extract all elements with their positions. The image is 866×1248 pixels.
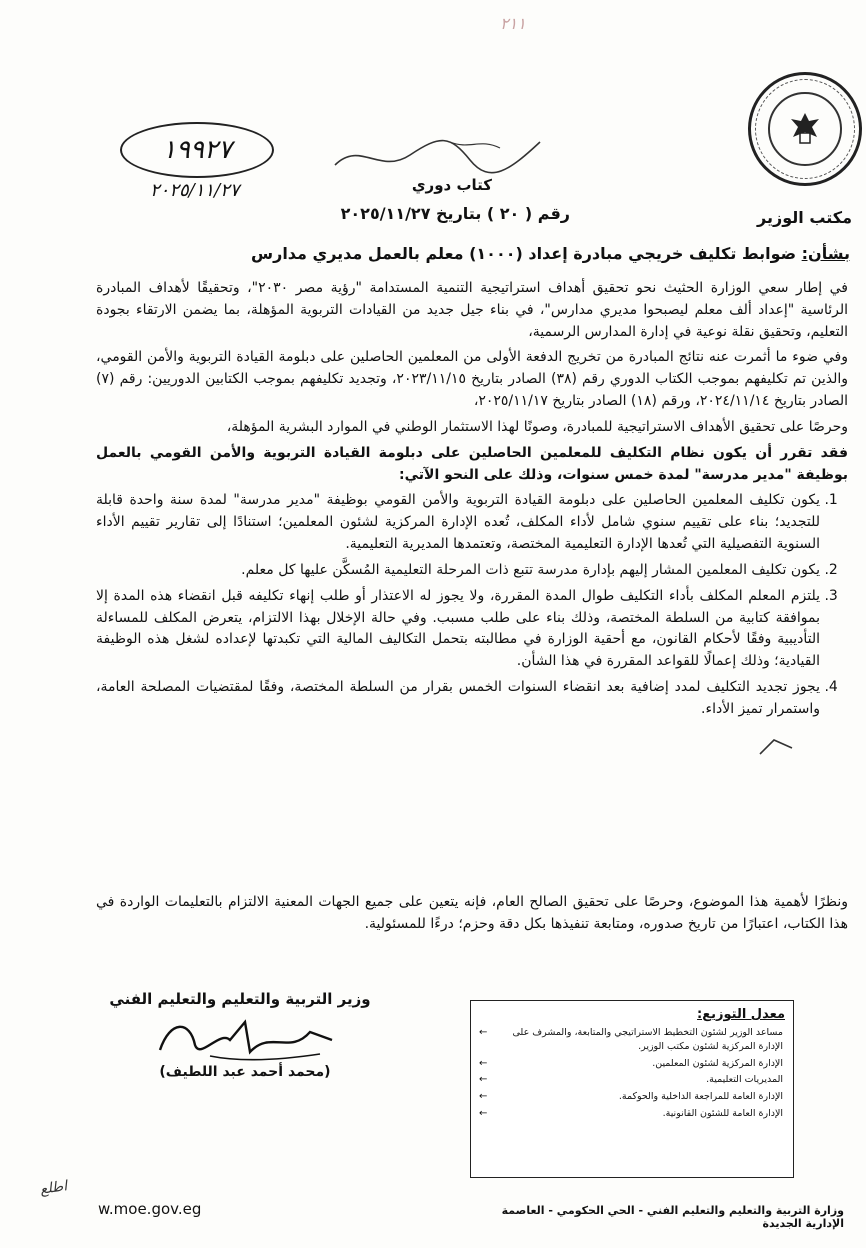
left-arrow-icon: ← bbox=[479, 1057, 488, 1069]
letter-body bbox=[96, 278, 848, 725]
provision-item: 2. يكون تكليف المعلمين المشار إليهم بإدارة مدرسة تتبع ذات المرحلة التعليمية المُسكَّن عليها كل معلم. bbox=[96, 560, 820, 582]
provision-item: 1. يكون تكليف المعلمين الحاصلين على دبلومة القيادة التربوية والأمن القومي بوظيفة "مدير مدرسة" لمدة سنة واحدة قابلة للتجديد؛ بناء على تقييم سنوي شامل لأداء المكلف، تُعده الإدارة المركزية لشئون المعلمين؛ استنادًا إلى تقارير تقييم الأداء السنوية التفصيلية التي تُعدها الإدارة التعليمية المختصة، وتعتمدها المديرية التعليمية. bbox=[96, 490, 820, 555]
body-paragraph-2: وفي ضوء ما أثمرت عنه نتائج المبادرة من تخريج الدفعة الأولى من المعلمين الحاصلين على دبلومة القيادة التربوية والأمن القومي، والذين تم تكليفهم بموجب الكتاب الدوري رقم (٣٨) الصادر بتاريخ ٢٠٢٣/١١/١٥، وتجديد تكليفهم بموجب الكتابين الدوريين: رقم (٧) الصادر بتاريخ ٢٠٢٤/١١/١٤، ورقم (١٨) الصادر بتاريخ ٢٠٢٥/١١/١٧، bbox=[96, 349, 848, 410]
handwritten-registration-number: ١٩٩٢٧ bbox=[120, 122, 274, 178]
subject-line bbox=[150, 244, 850, 263]
minister-name: (محمد أحمد عبد اللطيف) bbox=[159, 1064, 331, 1080]
distribution-list bbox=[479, 1026, 785, 1121]
provision-item: 4. يجوز تجديد التكليف لمدد إضافية بعد انقضاء السنوات الخمس بقرار من السلطة المختصة، وفقًا لمقتضيات المصلحة العامة، واستمرار تميز الأداء. bbox=[96, 677, 820, 721]
distribution-title: معدل التوزيع: bbox=[697, 1007, 785, 1022]
distribution-item: ← الإدارة المركزية لشئون المعلمين. bbox=[479, 1057, 785, 1071]
closing-text: ونظرًا لأهمية هذا الموضوع، وحرصًا على تحقيق الصالح العام، فإنه يتعين على جميع الجهات المعنية الالتزام بالتعليمات الواردة في هذا الكتاب، اعتبارًا من تاريخ صدوره، ومتابعة تنفيذها بكل دقة وحزم؛ درءًا للمسئولية. bbox=[96, 894, 848, 932]
decision-statement: فقد تقرر أن يكون نظام التكليف للمعلمين الحاصلين على دبلومة القيادة التربوية والأمن القومي بالعمل بوظيفة "مدير مدرسة" لمدة خمس سنوات، وذلك على النحو الآتي: bbox=[96, 444, 848, 483]
left-arrow-icon: ← bbox=[479, 1074, 488, 1086]
ministry-seal-logo bbox=[748, 72, 862, 186]
body-paragraph-3: وحرصًا على تحقيق الأهداف الاستراتيجية للمبادرة، وصونًا لهذا الاستثمار الوطني في الموارد البشرية المؤهلة، bbox=[226, 418, 848, 435]
distribution-item: ← مساعد الوزير لشئون التخطيط الاستراتيجي والمتابعة، والمشرف على الإدارة المركزية لشئون مكتب الوزير. bbox=[479, 1027, 783, 1052]
ministry-address: وزارة التربية والتعليم والتعليم الفني - الحي الحكومي - العاصمة الإدارية الجديدة bbox=[501, 1204, 844, 1230]
left-arrow-icon: ← bbox=[479, 1107, 488, 1119]
left-arrow-icon: ← bbox=[479, 1027, 488, 1038]
distribution-item: ← المديريات التعليمية. bbox=[479, 1073, 785, 1087]
handwritten-margin-note: اطلع bbox=[39, 1178, 69, 1198]
handwritten-margin-mark bbox=[758, 736, 794, 758]
handwritten-scribble-mark bbox=[330, 130, 550, 180]
minister-office-label: مكتب الوزير bbox=[757, 208, 852, 227]
body-paragraph-1: في إطار سعي الوزارة الحثيث نحو تحقيق أهداف استراتيجية التنمية المستدامة "رؤية مصر ٢٠٣٠"، وتحقيقًا لأهداف المبادرة الرئاسية "إعداد ألف معلم ليصبحوا مديري مدارس"، في بناء جيل جديد من القيادات التربوية المؤهلة، بما يضمن الارتقاء بجودة التعليم، وتحقيق نقلة نوعية في إدارة المدارس الرسمية، bbox=[96, 280, 848, 340]
seal-ring bbox=[755, 79, 855, 179]
distribution-item: ← الإدارة العامة للمراجعة الداخلية والحوكمة. bbox=[479, 1090, 785, 1104]
ministry-website: w.moe.gov.eg bbox=[98, 1200, 202, 1218]
left-arrow-icon: ← bbox=[479, 1091, 488, 1103]
minister-signature bbox=[150, 1010, 340, 1070]
top-handwritten-mark: ٢١١ bbox=[500, 14, 526, 33]
handwritten-registration-date: ٢٠٢٥/١١/٢٧ bbox=[150, 180, 240, 201]
distribution-item: ← الإدارة العامة للشئون القانونية. bbox=[479, 1107, 785, 1121]
subject-text: ضوابط تكليف خريجي مبادرة إعداد (١٠٠٠) معلم بالعمل مديري مدارس bbox=[251, 244, 797, 263]
subject-label: بشأن: bbox=[801, 244, 850, 263]
provision-item: 3. يلتزم المعلم المكلف بأداء التكليف طوال المدة المقررة، ولا يجوز له الاعتذار أو طلب إنهاء تكليفه قبل انقضاء هذه المدة إلا بموافقة كتابية من السلطة المختصة، وذلك بناء على طلب مسبب. وفي حالة الإخلال بهذا الالتزام، يتعرض المكلف للمساءلة التأديبية وفقًا لأحكام القانون، مع أحقية الوزارة في مطالبته بتحمل التكاليف المالية التي تكبدتها لإعداده لشغل هذه الوظيفة القيادية؛ وذلك إعمالًا للقواعد المقررة في هذا الشأن. bbox=[96, 586, 820, 673]
minister-title: وزير التربية والتعليم والتعليم الفني bbox=[109, 990, 371, 1008]
closing-paragraph bbox=[96, 892, 848, 936]
distribution-box bbox=[470, 1000, 794, 1178]
document-type-label: كتاب دوري bbox=[411, 176, 492, 194]
reference-number-line: رقم ( ٢٠ ) بتاريخ ٢٠٢٥/١١/٢٧ bbox=[340, 204, 570, 223]
provisions-list bbox=[96, 490, 848, 720]
